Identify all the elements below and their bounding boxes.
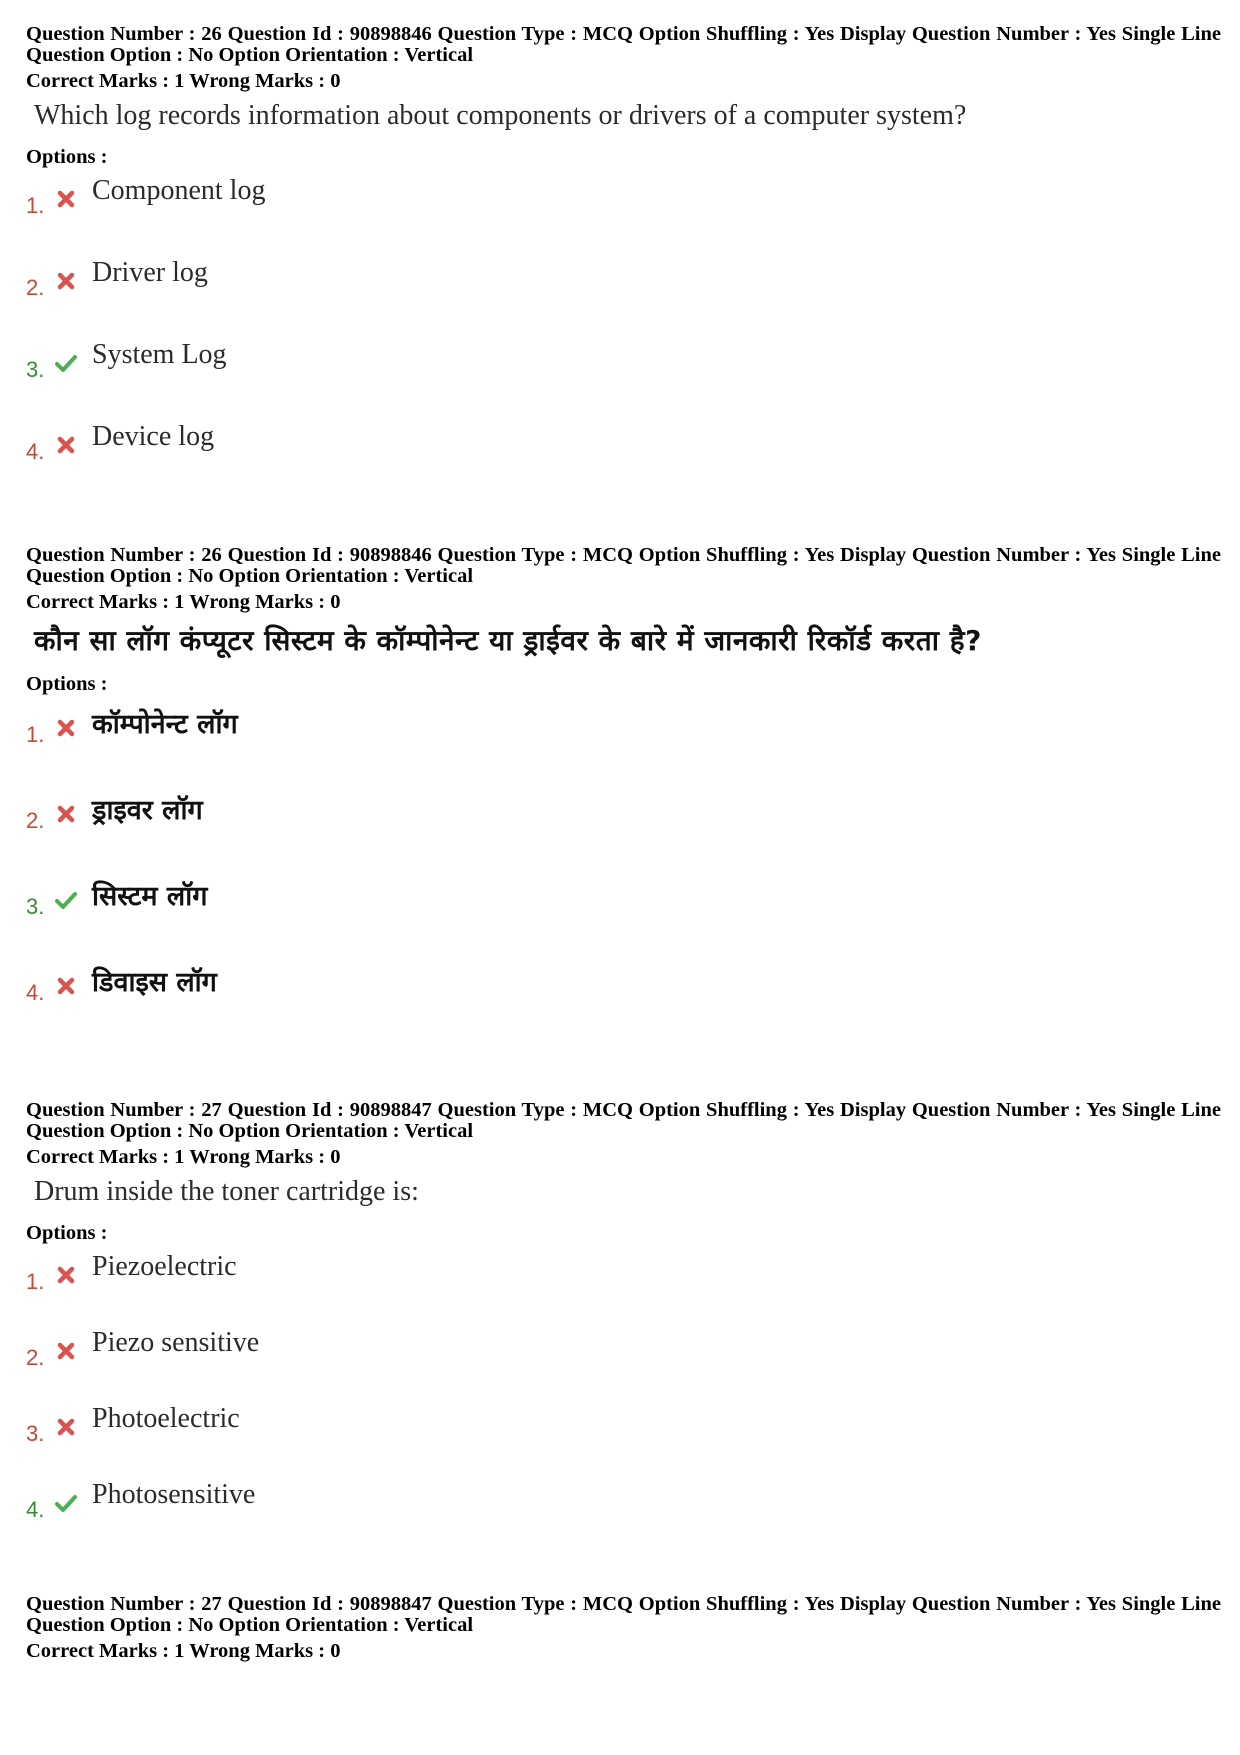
question-text: Drum inside the toner cartridge is: <box>34 1176 419 1207</box>
check-icon <box>54 1491 78 1515</box>
option-number: 3. <box>26 894 45 919</box>
option-number: 4. <box>26 439 45 464</box>
option-number: 1. <box>26 1269 45 1294</box>
question-marks: Correct Marks : 1 Wrong Marks : 0 <box>26 1146 341 1168</box>
option-text: Driver log <box>92 257 208 288</box>
question-block-26-english <box>26 24 1221 503</box>
question-marks: Correct Marks : 1 Wrong Marks : 0 <box>26 591 341 613</box>
option-item <box>26 1251 1221 1327</box>
question-meta: Question Number : 26 Question Id : 90898846 Question Type : MCQ Option Shuffling : Yes Display Question Number : Yes Single Line Question Option : No Option Orientation : Vertical <box>26 544 1221 587</box>
options-label: Options : <box>26 146 108 168</box>
option-text: कॉम्पोनेन्ट लॉग <box>92 709 238 740</box>
option-number: 4. <box>26 980 45 1005</box>
cross-icon <box>54 974 78 998</box>
options-label: Options : <box>26 1222 108 1244</box>
option-number: 2. <box>26 1345 45 1370</box>
option-number: 1. <box>26 722 45 747</box>
option-number: 3. <box>26 357 45 382</box>
question-meta: Question Number : 27 Question Id : 90898847 Question Type : MCQ Option Shuffling : Yes Display Question Number : Yes Single Line Question Option : No Option Orientation : Vertical <box>26 1593 1221 1636</box>
cross-icon <box>54 802 78 826</box>
question-text: Which log records information about components or drivers of a computer system? <box>34 100 967 131</box>
option-number: 3. <box>26 1421 45 1446</box>
option-text: Piezo sensitive <box>92 1327 260 1358</box>
question-text: कौन सा लॉग कंप्यूटर सिस्टम के कॉम्पोनेन्ट या ड्राईवर के बारे में जानकारी रिकॉर्ड करता है? <box>34 624 982 657</box>
question-meta: Question Number : 26 Question Id : 90898846 Question Type : MCQ Option Shuffling : Yes Display Question Number : Yes Single Line Question Option : No Option Orientation : Vertical <box>26 23 1221 66</box>
option-text: Device log <box>92 421 215 452</box>
cross-icon <box>54 1263 78 1287</box>
cross-icon <box>54 1415 78 1439</box>
cross-icon <box>54 269 78 293</box>
question-block-27-english <box>26 1100 1221 1555</box>
cross-icon <box>54 187 78 211</box>
option-text: ड्राइवर लॉग <box>92 795 203 826</box>
option-item <box>26 1327 1221 1403</box>
option-number: 1. <box>26 193 45 218</box>
option-text: डिवाइस लॉग <box>92 967 217 998</box>
option-item <box>26 175 1221 257</box>
option-item <box>26 876 1221 962</box>
option-item <box>26 257 1221 339</box>
option-text: Component log <box>92 175 266 206</box>
cross-icon <box>54 1339 78 1363</box>
question-marks: Correct Marks : 1 Wrong Marks : 0 <box>26 1640 341 1662</box>
check-icon <box>54 888 78 912</box>
option-item <box>26 339 1221 421</box>
option-item <box>26 962 1221 1048</box>
option-text: System Log <box>92 339 227 370</box>
option-item <box>26 1403 1221 1479</box>
check-icon <box>54 351 78 375</box>
question-block-26-hindi <box>26 545 1221 1048</box>
question-block-27-hindi <box>26 1594 1221 1662</box>
options-label: Options : <box>26 673 108 695</box>
option-item <box>26 1479 1221 1555</box>
option-text: Photoelectric <box>92 1403 240 1434</box>
cross-icon <box>54 433 78 457</box>
option-item <box>26 704 1221 790</box>
cross-icon <box>54 716 78 740</box>
option-number: 2. <box>26 275 45 300</box>
question-marks: Correct Marks : 1 Wrong Marks : 0 <box>26 70 341 92</box>
question-meta: Question Number : 27 Question Id : 90898847 Question Type : MCQ Option Shuffling : Yes Display Question Number : Yes Single Line Question Option : No Option Orientation : Vertical <box>26 1099 1221 1142</box>
option-number: 2. <box>26 808 45 833</box>
option-number: 4. <box>26 1497 45 1522</box>
option-item <box>26 790 1221 876</box>
option-text: Piezoelectric <box>92 1251 237 1282</box>
option-text: Photosensitive <box>92 1479 256 1510</box>
option-text: सिस्टम लॉग <box>92 881 208 912</box>
option-item <box>26 421 1221 503</box>
